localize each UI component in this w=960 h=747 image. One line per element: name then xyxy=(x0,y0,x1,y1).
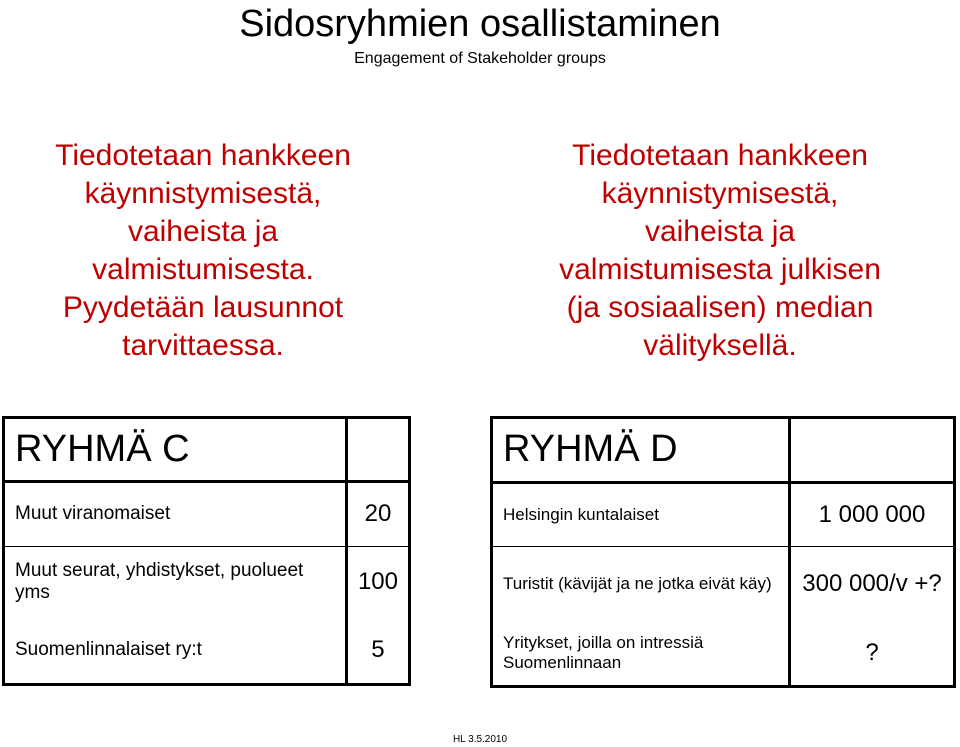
footer-note: HL 3.5.2010 xyxy=(452,734,508,745)
description-line: valmistumisesta julkisen xyxy=(559,253,881,286)
description-line: tarvittaessa. xyxy=(122,329,284,362)
stakeholder-name: Helsingin kuntalaiset xyxy=(503,504,659,524)
table-row xyxy=(4,546,410,618)
stakeholder-count: 100 xyxy=(346,546,409,618)
stakeholder-count: 20 xyxy=(346,481,409,546)
stakeholder-name: Suomenlinnalaiset ry:t xyxy=(15,639,202,661)
group-c-header: RYHMÄ C xyxy=(4,418,347,482)
description-line: Tiedotetaan hankkeen xyxy=(572,139,868,172)
table-header-row xyxy=(492,418,955,483)
description-line: vaiheista ja xyxy=(127,215,279,248)
description-line: käynnistymisestä, xyxy=(84,177,322,210)
stakeholder-count: 5 xyxy=(346,618,409,685)
stakeholder-name: Muut seurat, yhdistykset, puolueet yms xyxy=(4,546,347,618)
description-line: vaiheista ja xyxy=(644,215,796,248)
group-d-table xyxy=(490,416,956,688)
description-line: Pyydetään lausunnot xyxy=(62,291,344,324)
description-line: (ja sosiaalisen) median xyxy=(566,291,874,324)
description-line: käynnistymisestä, xyxy=(601,177,839,210)
page-title: Sidosryhmien osallistaminen xyxy=(239,3,721,45)
group-d-description xyxy=(490,137,950,365)
group-d-header: RYHMÄ D xyxy=(492,418,790,483)
group-c-table xyxy=(2,416,411,686)
stakeholder-name: Yritykset, joilla on intressiä Suomenlinnaan xyxy=(503,633,704,673)
description-line: valmistumisesta. xyxy=(92,253,314,286)
table-header-row xyxy=(4,418,410,482)
table-row xyxy=(4,618,410,685)
stakeholder-count: 1 000 000 xyxy=(790,482,955,546)
table-row xyxy=(4,481,410,546)
table-row xyxy=(492,621,955,686)
group-c-description xyxy=(0,137,406,365)
table-row xyxy=(492,482,955,546)
description-line: välityksellä. xyxy=(643,329,797,362)
table-row xyxy=(492,546,955,621)
stakeholder-name: Turistit (kävijät ja ne jotka eivät käy) xyxy=(492,546,790,621)
stakeholder-count: 300 000/v +? xyxy=(790,546,955,621)
page-subtitle: Engagement of Stakeholder groups xyxy=(354,50,606,67)
header-empty-cell xyxy=(346,418,409,482)
stakeholder-name: Muut viranomaiset xyxy=(15,503,171,525)
description-line: Tiedotetaan hankkeen xyxy=(55,139,351,172)
header-empty-cell xyxy=(790,418,955,483)
stakeholder-count: ? xyxy=(790,621,955,686)
